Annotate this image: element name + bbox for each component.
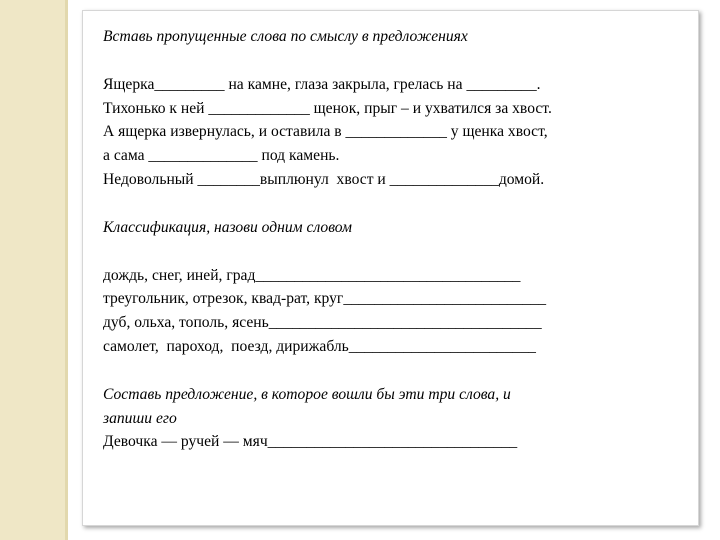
section-1-line-5: Недовольный ________выплюнул хвост и ______________домой.	[103, 170, 545, 188]
section-1-line-1: Ящерка_________ на камне, глаза закрыла, грелась на _________.	[103, 75, 541, 93]
worksheet-card	[82, 10, 699, 526]
section-3-heading: Составь предложение, в которое вошли бы эти три слова, и	[103, 385, 511, 403]
section-1-line-4: а сама ______________ под камень.	[103, 147, 340, 165]
section-1-line-3: А ящерка извернулась, и оставила в _____________ у щенка хвост,	[103, 123, 548, 141]
section-3-line-1: Девочка — ручей — мяч________________________________	[103, 433, 518, 451]
left-decorative-bar	[0, 0, 68, 540]
section-2-heading: Классификация, назови одним словом	[103, 218, 352, 236]
worksheet-content	[103, 25, 693, 454]
section-2-line-3: дуб, ольха, тополь, ясень___________________________________	[103, 314, 542, 332]
section-2-line-4: самолет, пароход, поезд, дирижабль________________________	[103, 337, 536, 355]
section-2-line-2: треугольник, отрезок, квад-рат, круг__________________________	[103, 290, 547, 308]
section-2-line-1: дождь, снег, иней, град__________________________________	[103, 266, 521, 284]
section-1-line-2: Тихонько к ней _____________ щенок, прыг – и ухватился за хвост.	[103, 99, 552, 117]
section-3-heading-cont: запиши его	[103, 409, 177, 427]
section-1-heading: Вставь пропущенные слова по смыслу в предложениях	[103, 28, 468, 45]
